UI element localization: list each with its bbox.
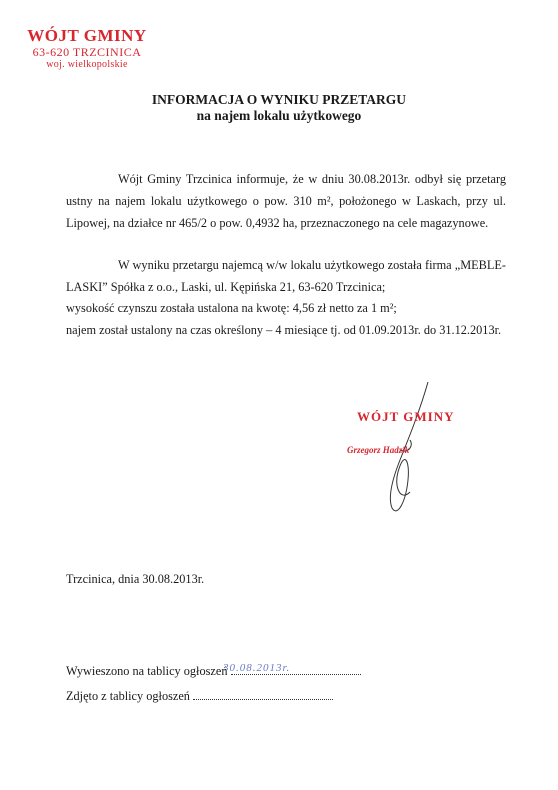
header-stamp bbox=[22, 26, 152, 71]
header-stamp-address: 63-620 TRZCINICA bbox=[32, 44, 142, 59]
winner-text: W wyniku przetargu najemcą w/w lokalu użytkowego została firma „MEBLE-LASKI” Spółka z o.o., Laski, ul. Kępińska 21, 63-620 Trzcinica; bbox=[66, 258, 506, 295]
body-paragraph-1 bbox=[66, 168, 506, 235]
document-title: INFORMACJA O WYNIKU PRZETARGU bbox=[151, 92, 407, 107]
removed-line bbox=[66, 689, 333, 704]
announcement-text: Wójt Gminy Trzcinica informuje, że w dniu 30.08.2013r. odbył się przetarg ustny na najem lokalu użytkowego o pow. 310 m², położonego w Laskach, przy ul. Lipowej, na działce nr 465/2 o pow. 0,4932 ha, przeznaczonego na cele magazynowe. bbox=[66, 172, 506, 231]
posted-dots bbox=[231, 674, 361, 675]
removed-dots bbox=[193, 699, 333, 700]
signature-stamp-title: WÓJT GMINY bbox=[357, 409, 455, 424]
removed-label: Zdjęto z tablicy ogłoszeń bbox=[66, 689, 190, 703]
signature-stamp-name: Grzegorz Hadzik bbox=[347, 445, 410, 455]
header-stamp-region: woj. wielkopolskie bbox=[46, 59, 128, 71]
document-subtitle: na najem lokalu użytkowego bbox=[196, 108, 362, 123]
body-paragraph-2 bbox=[66, 254, 506, 298]
posted-line bbox=[66, 664, 361, 679]
rent-line: wysokość czynszu została ustalona na kwotę: 4,56 zł netto za 1 m²; bbox=[66, 301, 397, 315]
header-stamp-title: WÓJT GMINY bbox=[27, 26, 147, 45]
term-line: najem został ustalony na czas określony – 4 miesiące tj. od 01.09.2013r. do 31.12.2013r. bbox=[66, 323, 502, 337]
place-date: Trzcinica, dnia 30.08.2013r. bbox=[66, 572, 205, 586]
posted-label: Wywieszono na tablicy ogłoszeń bbox=[66, 664, 228, 678]
posted-handwritten-date: 30.08.2013r. bbox=[223, 662, 291, 674]
